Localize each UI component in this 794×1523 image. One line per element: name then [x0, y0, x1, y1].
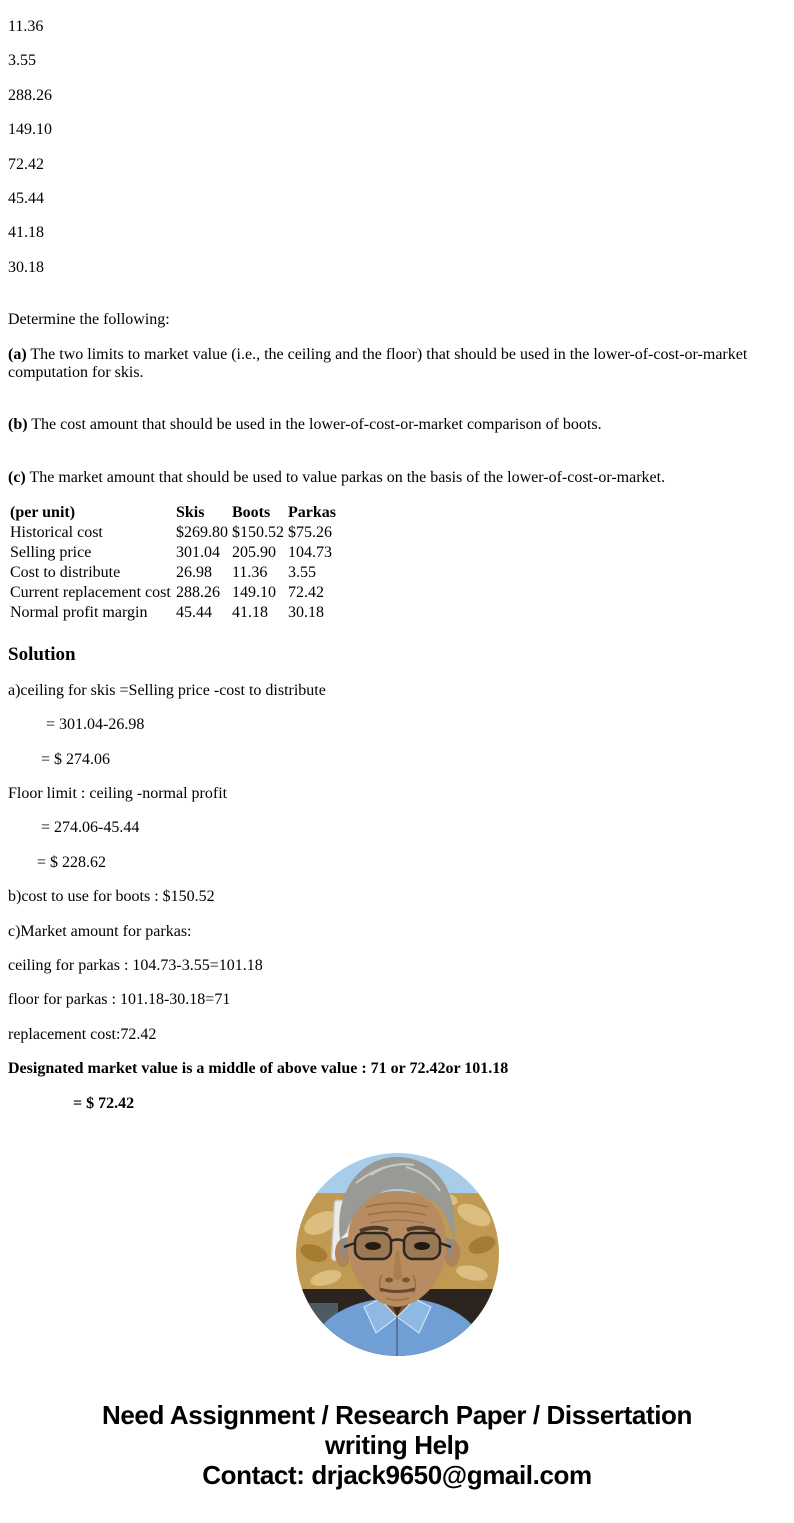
- question-a-text: The two limits to market value (i.e., the ceiling and the floor) that should be used in the lower-of-cost-or-market computation for skis.: [8, 345, 748, 381]
- row-label: Cost to distribute: [10, 564, 121, 582]
- question-b-label: (b): [8, 416, 28, 434]
- cell-skis: 26.98: [176, 564, 212, 582]
- col-header-skis: Skis: [176, 504, 205, 522]
- value-line: 30.18: [8, 258, 44, 276]
- value-line: 41.18: [8, 224, 44, 242]
- solution-heading: Solution: [8, 644, 76, 666]
- cell-parkas: 72.42: [288, 584, 324, 602]
- solution-line: b)cost to use for boots : $150.52: [8, 888, 215, 906]
- cell-skis: 45.44: [176, 604, 212, 622]
- value-line: 149.10: [8, 121, 52, 139]
- solution-line: c)Market amount for parkas:: [8, 922, 192, 940]
- cell-parkas: $75.26: [288, 524, 332, 542]
- table-row: [8, 523, 338, 543]
- col-header-parkas: Parkas: [288, 504, 336, 522]
- question-c-label: (c): [8, 468, 26, 486]
- solution-designated-market-value: Designated market value is a middle of above value : 71 or 72.42or 101.18: [8, 1060, 509, 1078]
- row-label: Historical cost: [10, 524, 103, 542]
- question-c-text: The market amount that should be used to value parkas on the basis of the lower-of-cost-or-market.: [25, 468, 666, 486]
- solution-line: replacement cost:72.42: [8, 1025, 157, 1043]
- footer-banner: [8, 1400, 786, 1490]
- tutor-portrait-photo: [296, 1153, 499, 1356]
- cell-skis: 301.04: [176, 544, 220, 562]
- footer-line: Need Assignment / Research Paper / Dissertation: [101, 1400, 692, 1430]
- solution-line: = $ 274.06: [41, 750, 111, 768]
- table-row: [8, 583, 338, 603]
- cell-boots: 41.18: [232, 604, 268, 622]
- solution-line: floor for parkas : 101.18-30.18=71: [8, 991, 231, 1009]
- table-header-row: [8, 503, 338, 523]
- cost-table: [8, 503, 338, 623]
- cell-boots: 205.90: [232, 544, 276, 562]
- solution-line: ceiling for parkas : 104.73-3.55=101.18: [8, 957, 263, 975]
- solution-line: Floor limit : ceiling -normal profit: [8, 785, 228, 803]
- question-a-label: (a): [8, 345, 27, 363]
- question-b: [8, 416, 786, 434]
- question-b-text: The cost amount that should be used in the lower-of-cost-or-market comparison of boots.: [27, 416, 602, 434]
- cell-parkas: 3.55: [288, 564, 316, 582]
- value-line: 11.36: [8, 18, 44, 35]
- value-line: 3.55: [8, 52, 36, 70]
- table-row: [8, 543, 338, 563]
- determine-heading: Determine the following:: [8, 311, 170, 329]
- row-label: Selling price: [10, 544, 92, 562]
- cell-skis: $269.80: [176, 524, 228, 542]
- cell-skis: 288.26: [176, 584, 220, 602]
- solution-line: = 301.04-26.98: [46, 716, 145, 734]
- row-label: Current replacement cost: [10, 584, 171, 602]
- question-a: [8, 346, 786, 383]
- cell-boots: 149.10: [232, 584, 276, 602]
- cell-parkas: 104.73: [288, 544, 332, 562]
- cell-boots: 11.36: [232, 564, 268, 582]
- footer-contact-email: Contact: drjack9650@gmail.com: [202, 1460, 592, 1490]
- solution-line: = 274.06-45.44: [41, 819, 140, 837]
- footer-line: writing Help: [325, 1430, 469, 1460]
- solution-final-answer: = $ 72.42: [73, 1094, 135, 1112]
- cell-boots: $150.52: [232, 524, 284, 542]
- question-c: [8, 469, 786, 487]
- solution-line: a)ceiling for skis =Selling price -cost to distribute: [8, 681, 326, 699]
- solution-line: = $ 228.62: [37, 853, 107, 871]
- avatar-container: [8, 1153, 786, 1356]
- table-row: [8, 603, 338, 623]
- cell-parkas: 30.18: [288, 604, 324, 622]
- value-line: 288.26: [8, 86, 52, 104]
- col-header-boots: Boots: [232, 504, 271, 522]
- value-line: 72.42: [8, 155, 44, 173]
- value-line: 45.44: [8, 189, 44, 207]
- row-label: Normal profit margin: [10, 604, 148, 622]
- col-header-per-unit: (per unit): [10, 504, 76, 522]
- table-row: [8, 563, 338, 583]
